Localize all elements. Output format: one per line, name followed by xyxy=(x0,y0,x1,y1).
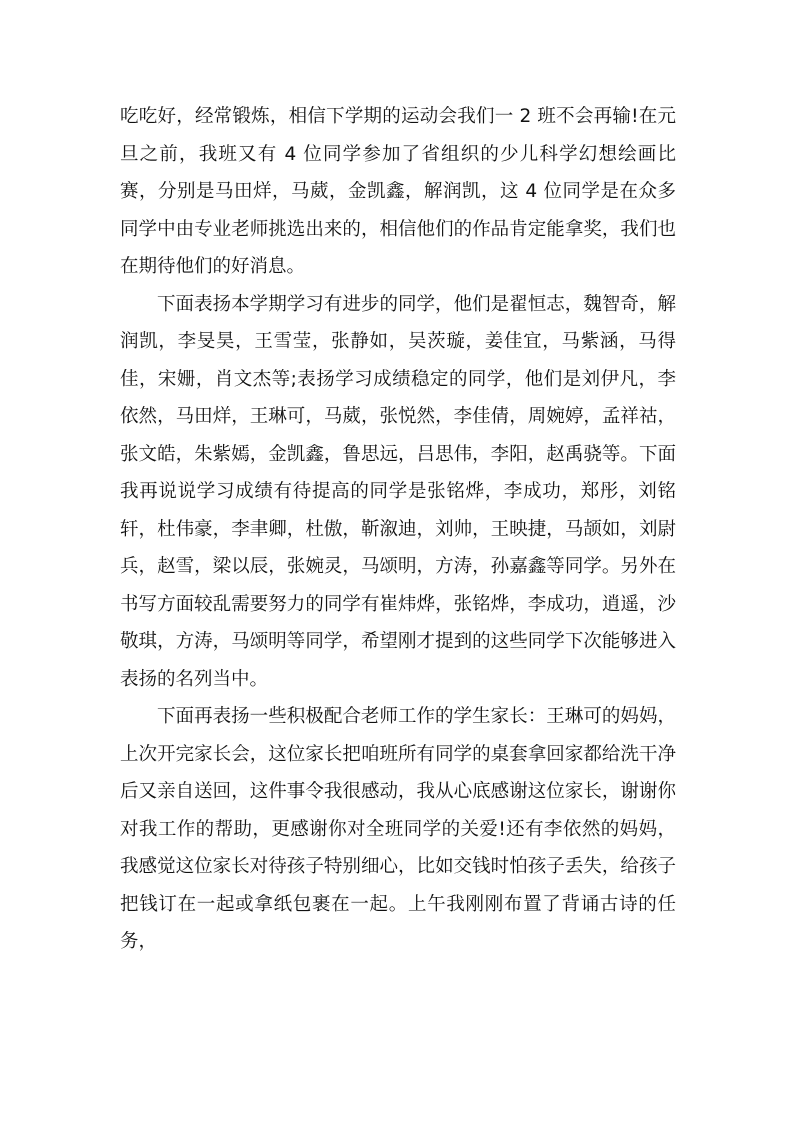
paragraph-2: 下面表扬本学期学习有进步的同学，他们是翟恒志，魏智奇，解润凯，李旻昊，王雪莹，张静如，吴茨璇，姜佳宜，马紫涵，马得佳，宋姗，肖文杰等;表扬学习成绩稳定的同学，他们是刘伊凡，李依然，马田烊，王琳可，马葳，张悦然，李佳倩，周婉婷，孟祥祜，张文皓，朱紫嫣，金凯鑫，鲁思远，吕思伟，李阳，赵禹骁等。下面我再说说学习成绩有待提高的同学是张铭烨，李成功，郑彤，刘铭轩，杜伟豪，李聿卿，杜傲，靳溆迪，刘帅，王映捷，马颉如，刘尉兵，赵雪，梁以辰，张婉灵，马颂明，方涛，孙嘉鑫等同学。另外在书写方面较乱需要努力的同学有崔炜烨，张铭烨，李成功，逍遥，沙敬琪，方涛，马颂明等同学，希望刚才提到的这些同学下次能够进入表扬的名列当中。 xyxy=(120,293,676,690)
document-body xyxy=(120,98,676,961)
paragraph-1: 吃吃好，经常锻炼，相信下学期的运动会我们一 2 班不会再输!在元旦之前，我班又有 4 位同学参加了省组织的少儿科学幻想绘画比赛，分别是马田烊，马葳，金凯鑫，解润凯，这 4 位同学是在众多同学中由专业老师挑选出来的，相信他们的作品肯定能拿奖，我们也在期待他们的好消息。 xyxy=(120,106,676,277)
paragraph-3: 下面再表扬一些积极配合老师工作的学生家长：王琳可的妈妈，上次开完家长会，这位家长把咱班所有同学的桌套拿回家都给洗干净后又亲自送回，这件事令我很感动，我从心底感谢这位家长，谢谢你对我工作的帮助，更感谢你对全班同学的关爱!还有李依然的妈妈，我感觉这位家长对待孩子特别细心，比如交钱时怕孩子丢失，给孩子把钱订在一起或拿纸包裹在一起。上午我刚刚布置了背诵古诗的任务， xyxy=(120,706,676,952)
